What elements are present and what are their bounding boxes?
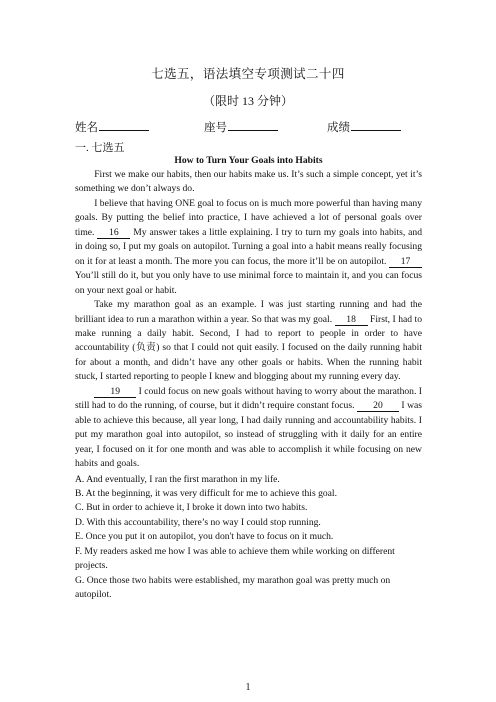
paragraph-4-text-b: I was able to achieve this because, all year long, I had daily running and accountability habits. I put my marathon goal into autopilot, so instead of struggling with it daily for an entire year, I focused on it for one month and was able to accomplish it while focusing on new habits and goals. [75, 400, 422, 470]
name-label: 姓名 [75, 122, 98, 134]
option-g: G. Once those two habits were established, my marathon goal was pretty much on autopilot. [75, 574, 391, 601]
page-title: 七选五，语法填空专项测试二十四 [151, 67, 345, 81]
option-f: F. My readers asked me how I was able to achieve them while working on different projects. [75, 545, 395, 572]
option-a: A. And eventually, I ran the first marathon in my life. [75, 473, 280, 485]
paragraph-1: First we make our habits, then our habits make us. It’s such a simple concept, yet it’s something we don’t always do. [75, 169, 422, 195]
page-number: 1 [245, 682, 251, 693]
paragraph-2-text-b: My answer takes a little explaining. I try to turn my goals into habits, and in doing so, I put my goals on autopilot. Turning a goal into a habit means really focusing on it for at least a month. The more you can focus, the more it’ll be on autopilot. [75, 226, 422, 267]
paragraph-3-text-b: First, I had to make running a daily habit. Second, I had to report to people in order to have accountability (负责) so that I could not quit easily. I focused on the daily running habit for about a month, and didn’t have any other goals or habits. When the running habit stuck, I started reporting to people I knew and blogging about my running every day. [75, 313, 422, 383]
score-field [327, 119, 401, 135]
paragraph-4-text-a: I could focus on new goals without having to worry about the marathon. I still had to do the running, of course, but it didn’t require constant focus. [75, 385, 422, 412]
seat-field [204, 119, 278, 135]
article-title: How to Turn Your Goals into Habits [174, 155, 323, 166]
section-heading: 一. 七选五 [75, 142, 125, 154]
seat-label: 座号 [204, 122, 227, 134]
name-blank [99, 119, 149, 131]
paragraph-4 [75, 385, 422, 472]
seat-blank [228, 119, 278, 131]
paragraph-2-text-a: I believe that having ONE goal to focus on is much more powerful than having many goals. By putting the belief into practice, I have achieved a lot of personal goals over time. [75, 197, 422, 238]
paragraph-3 [75, 298, 422, 385]
blank-18: 18 [335, 314, 368, 326]
paragraph-2 [75, 197, 422, 298]
blank-20: 20 [357, 400, 399, 412]
option-c: C. But in order to achieve it, I broke it down into two habits. [75, 502, 308, 514]
article [75, 154, 422, 603]
name-field [75, 119, 149, 135]
paragraph-2-text-c: You’ll still do it, but you only have to use minimal force to maintain it, and you can focus on your next goal or habit. [75, 270, 422, 296]
time-limit: （限时 13 分钟） [202, 94, 293, 108]
option-d: D. With this accountability, there’s no way I could stop running. [75, 516, 321, 528]
paragraph-3-text-a: Take my marathon goal as an example. I was just starting running and had the brilliant idea to run a marathon within a year. So that was my goal. [75, 299, 422, 325]
blank-19: 19 [94, 386, 136, 398]
blank-16: 16 [97, 227, 130, 239]
option-e: E. Once you put it on autopilot, you don't have to focus on it much. [75, 531, 334, 543]
option-b: B. At the beginning, it was very difficult for me to achieve this goal. [75, 487, 337, 499]
blank-17: 17 [389, 256, 422, 268]
score-blank [351, 119, 401, 131]
answer-options [75, 473, 422, 603]
score-label: 成绩 [327, 122, 350, 134]
